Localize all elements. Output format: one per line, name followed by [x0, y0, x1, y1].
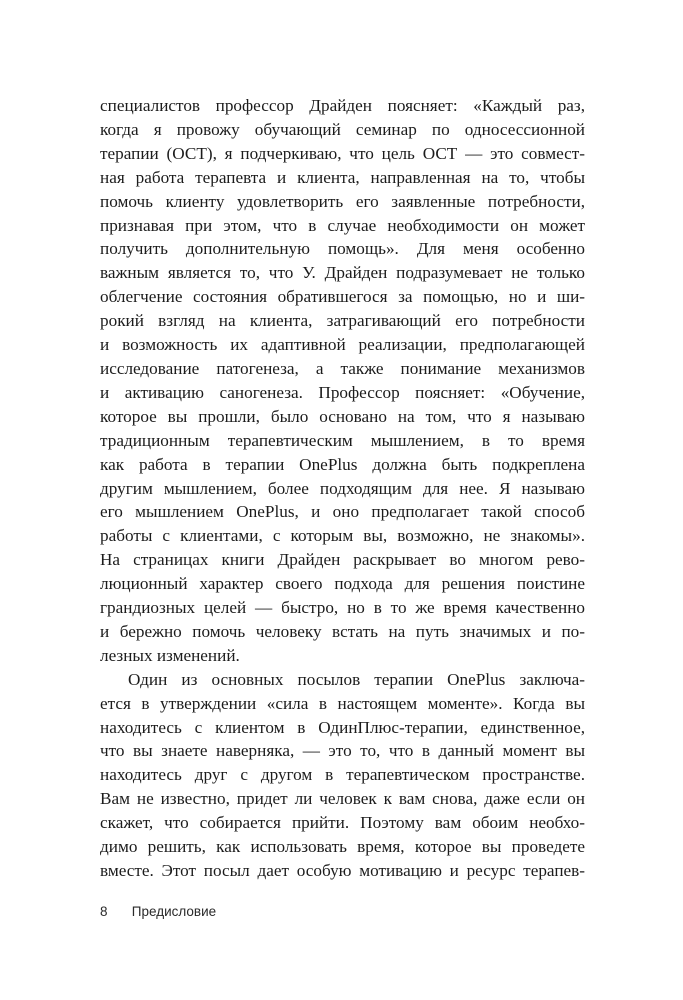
- text-line: работы с клиентами, с которым вы, возможно, не знакомы».: [100, 526, 585, 546]
- text-line: вместе. Этот посыл дает особую мотивацию и ресурс терапев-: [100, 861, 585, 880]
- text-line: специалистов профессор Драйден поясняет: «Каждый раз,: [100, 96, 585, 115]
- text-line: и бережно помочь человеку встать на путь значимых и по-: [100, 621, 585, 641]
- text-line: другим мышлением, более подходящим для нее. Я называю: [100, 478, 585, 498]
- text-line: На страницах книги Драйден раскрывает во многом рево-: [100, 550, 585, 570]
- text-line: димо решить, как использовать время, которое вы проведете: [100, 837, 585, 857]
- text-line: люционный характер своего подхода для решения поистине: [100, 574, 585, 594]
- text-line: рокий взгляд на клиента, затрагивающий его потребности: [100, 311, 585, 331]
- text-line: как работа в терапии OnePlus должна быть подкреплена: [100, 454, 585, 474]
- page-footer: [100, 904, 216, 919]
- text-line: исследование патогенеза, а также понимание механизмов: [100, 358, 585, 378]
- text-line: находитесь друг с другом в терапевтическом пространстве.: [100, 765, 585, 785]
- text-line: когда я провожу обучающий семинар по односессионной: [100, 119, 585, 139]
- text-line: получить дополнительную помощь». Для меня особенно: [100, 239, 585, 259]
- body-text: [100, 94, 585, 883]
- text-line: признавая при этом, что в случае необходимости он может: [100, 215, 585, 235]
- page-number: 8: [100, 904, 108, 919]
- text-line: которое вы прошли, было основано на том, что я называю: [100, 406, 585, 426]
- paragraph-1: [100, 94, 585, 668]
- text-line: скажет, что собирается прийти. Поэтому вам обоим необхо-: [100, 813, 585, 833]
- text-line: ная работа терапевта и клиента, направленная на то, чтобы: [100, 167, 585, 187]
- text-line: грандиозных целей — быстро, но в то же время качественно: [100, 598, 585, 618]
- text-line: Вам не известно, придет ли человек к вам снова, даже если он: [100, 789, 585, 809]
- text-line: находитесь с клиентом в ОдинПлюс-терапии, единственное,: [100, 717, 585, 737]
- text-line: что вы знаете наверняка, — это то, что в данный момент вы: [100, 741, 585, 761]
- text-line: облегчение состояния обратившегося за помощью, но и ши-: [100, 287, 585, 307]
- text-line: традиционным терапевтическим мышлением, в то время: [100, 430, 585, 450]
- text-line: помочь клиенту удовлетворить его заявленные потребности,: [100, 191, 585, 211]
- text-line: Один из основных посылов терапии OnePlus заключа-: [128, 669, 585, 689]
- text-line: его мышлением OnePlus, и оно предполагает такой способ: [100, 502, 585, 522]
- text-line: лезных изменений.: [100, 645, 240, 665]
- paragraph-2: [100, 668, 585, 883]
- text-line: и активацию саногенеза. Профессор поясняет: «Обучение,: [100, 382, 585, 402]
- text-line: и возможность их адаптивной реализации, предполагающей: [100, 335, 585, 355]
- text-line: важным является то, что У. Драйден подразумевает не только: [100, 263, 585, 283]
- running-section-title: Предисловие: [131, 904, 217, 919]
- text-line: ется в утверждении «сила в настоящем моменте». Когда вы: [100, 693, 585, 713]
- text-line: терапии (ОСТ), я подчеркиваю, что цель ОСТ — это совмест-: [100, 143, 585, 163]
